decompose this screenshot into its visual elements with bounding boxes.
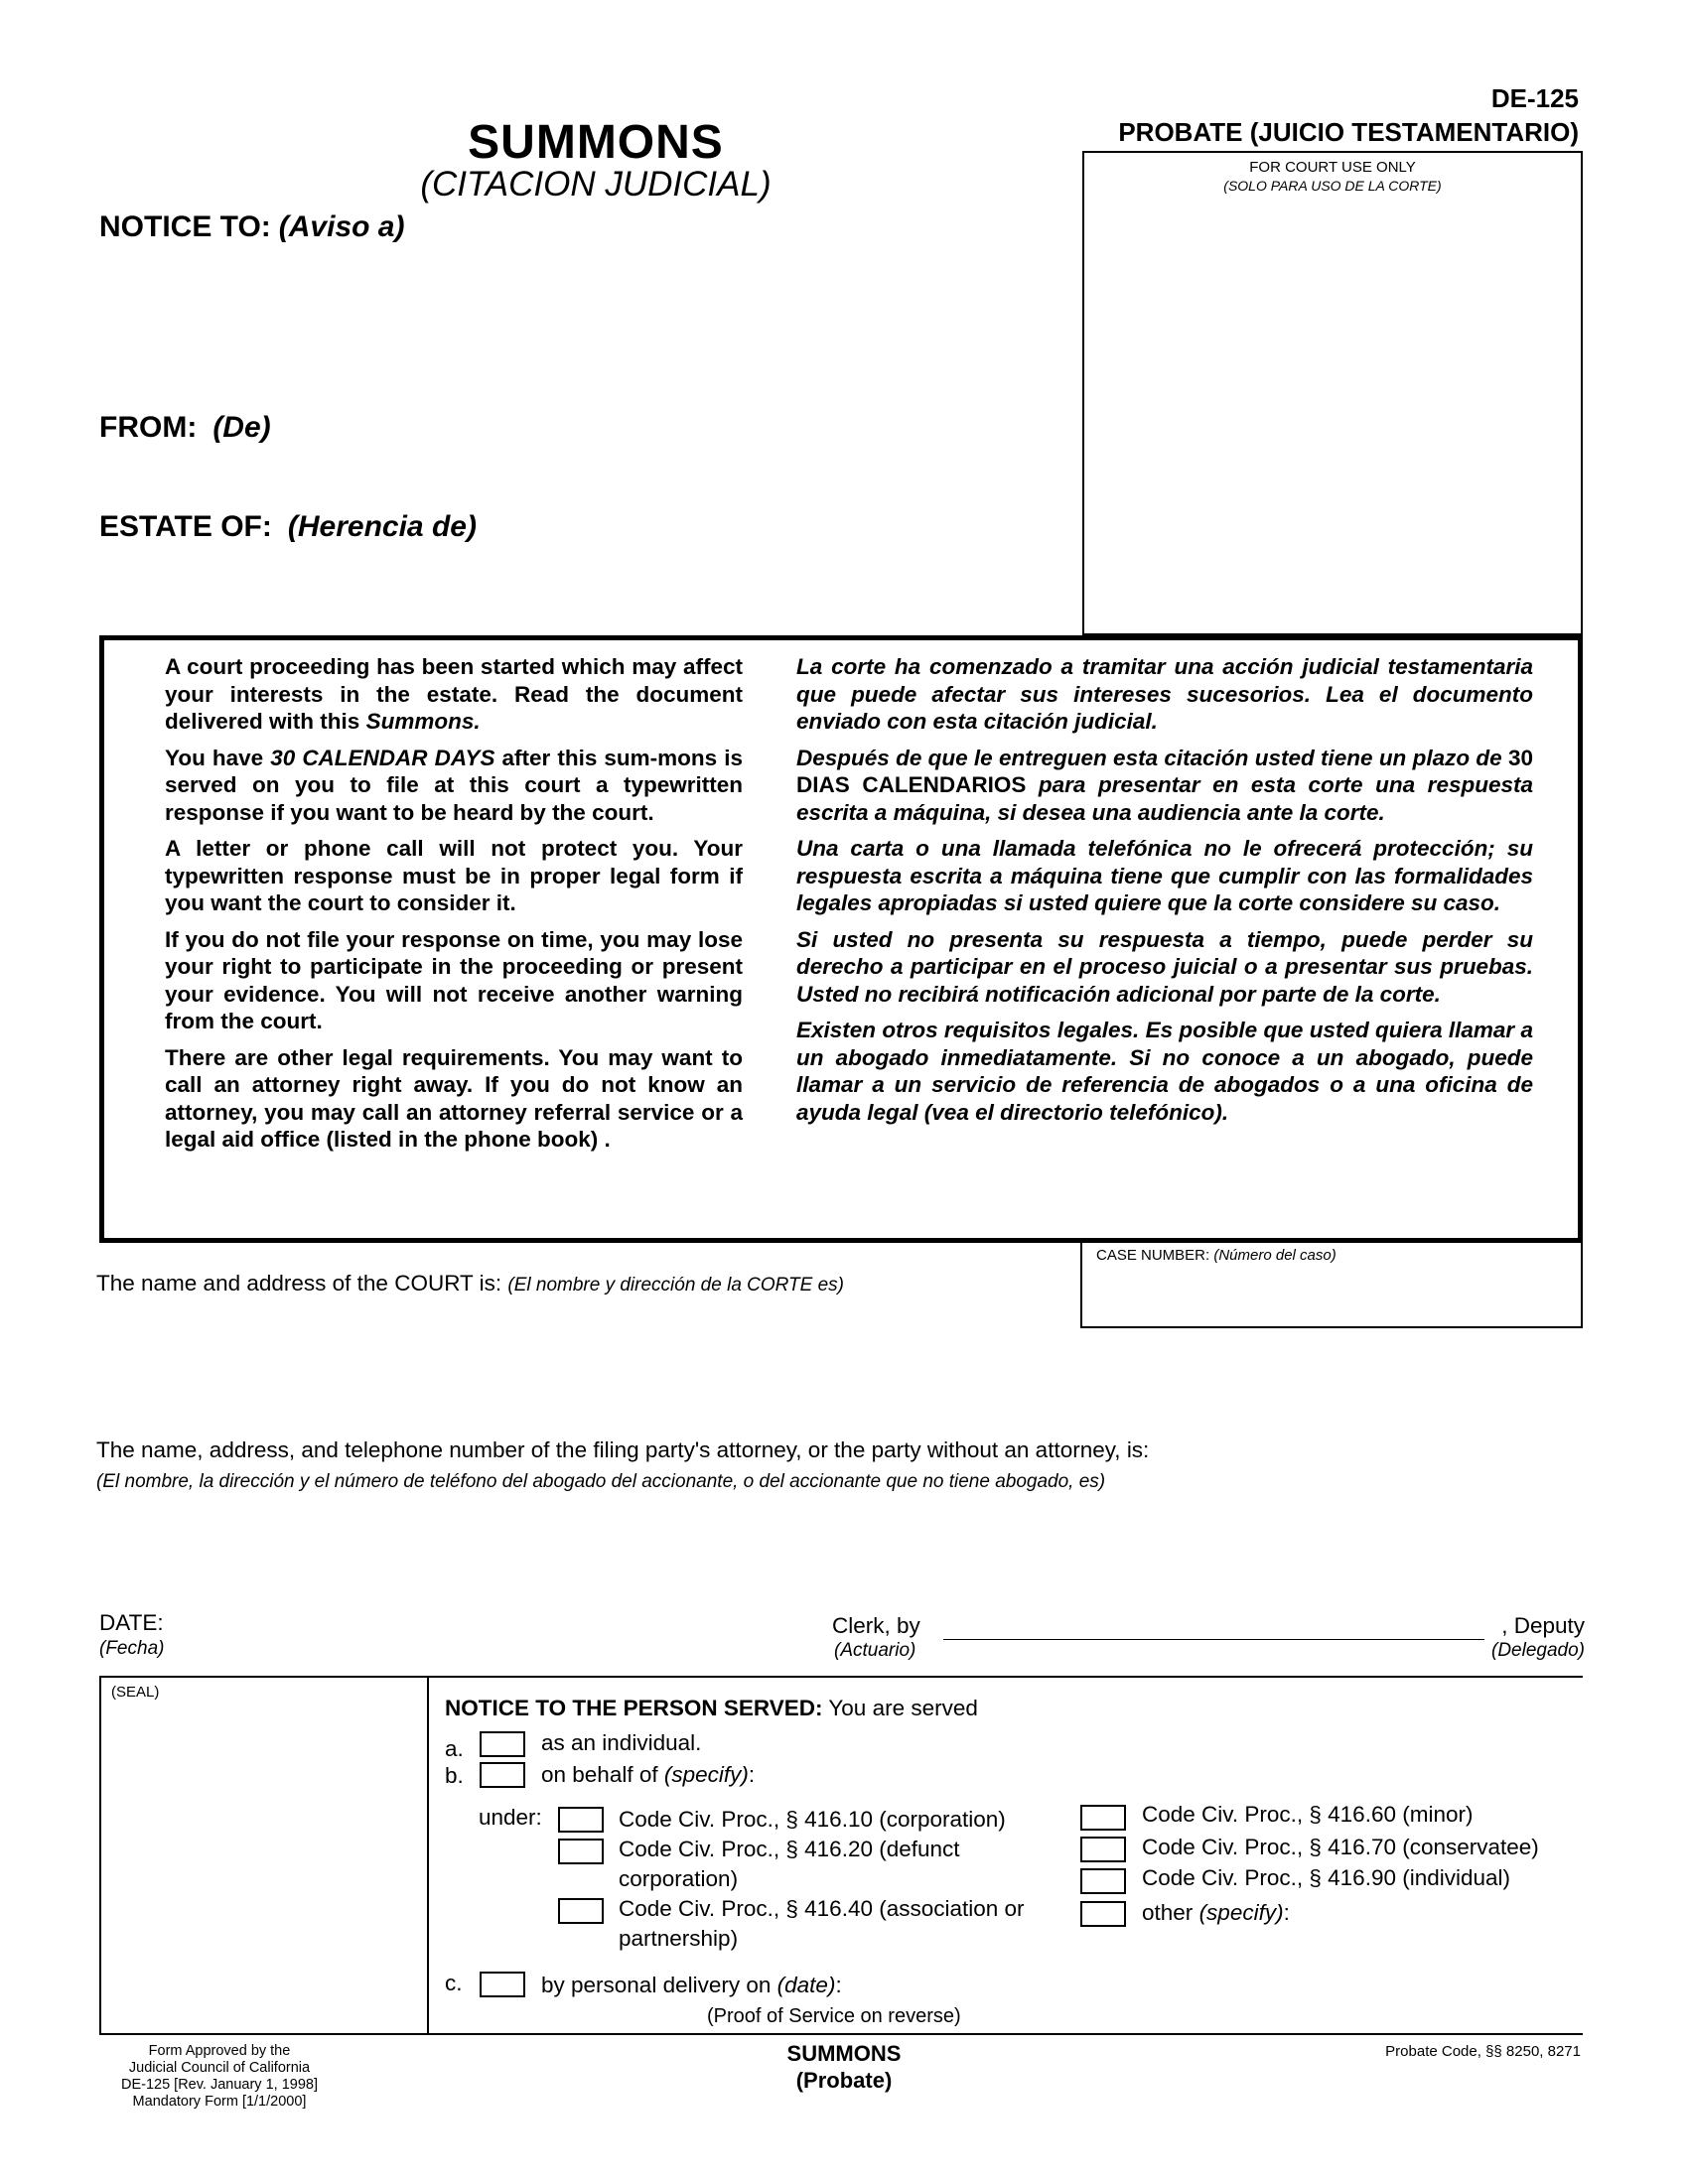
seal-box (99, 1676, 429, 2035)
personal-delivery-text: by personal delivery on (541, 1973, 772, 1997)
notice-en-paragraph-5: There are other legal requirements. You may want to call an attorney right away. If you do not know an attorney, you may call an attorney referral service or a legal aid office (listed in the phone book) . (165, 1044, 743, 1152)
probate-title: PROBATE (JUICIO TESTAMENTARIO) (1118, 117, 1579, 147)
estate-label: ESTATE OF: (99, 510, 272, 543)
notice-en-p2-italic: 30 CALENDAR DAYS (270, 745, 495, 770)
footer-left-line-1: Form Approved by the (148, 2043, 291, 2059)
on-behalf-colon: : (748, 1762, 756, 1787)
notice-to-label-es: (Aviso a) (278, 210, 405, 243)
date-label-es: (Fecha) (99, 1638, 165, 1659)
notice-box (99, 635, 1583, 1243)
estate-label-es: (Herencia de) (287, 510, 477, 543)
option-416-90-label: Code Civ. Proc., § 416.90 (individual) (1142, 1865, 1511, 1890)
option-on-behalf-label (541, 1760, 755, 1790)
deputy-label: , Deputy (1501, 1613, 1585, 1638)
notice-en-paragraph-3: A letter or phone call will not protect you. Your typewritten response must be in proper legal form if you want the court to consider it. (165, 836, 743, 915)
court-address-field[interactable] (96, 1271, 844, 1297)
footer-title (695, 2040, 993, 2094)
notice-en-p1-italic: Summons. (365, 709, 481, 734)
notice-en-paragraph-2 (165, 745, 743, 827)
court-use-box (1082, 151, 1583, 635)
notice-es-p2-upright: 30 DIAS CALENDARIOS (796, 745, 1533, 797)
case-number-field[interactable] (1080, 1243, 1583, 1328)
option-personal-delivery-label (541, 1971, 842, 2000)
option-other-label (1142, 1898, 1290, 1928)
option-individual-label: as an individual. (541, 1730, 702, 1755)
on-behalf-text: on behalf of (541, 1762, 658, 1787)
court-address-label-es: (El nombre y dirección de la CORTE es) (507, 1275, 844, 1296)
checkbox-416-90[interactable] (1080, 1868, 1126, 1894)
checkbox-personal-delivery[interactable] (480, 1972, 525, 1997)
notice-en-p1-text: A court proceeding has been started which may affect your interests in the estate. Read the document delivered with this (165, 654, 743, 734)
from-label-es: (De) (212, 411, 271, 444)
option-416-40-label: Code Civ. Proc., § 416.40 (association or partnership) (619, 1896, 1025, 1951)
checkbox-other[interactable] (1080, 1901, 1126, 1927)
footer-left-line-4: Mandatory Form [1/1/2000] (132, 2094, 307, 2110)
from-label: FROM: (99, 411, 198, 444)
served-title-rest: You are served (828, 1696, 978, 1720)
option-416-20-label: Code Civ. Proc., § 416.20 (defunct corporation) (619, 1837, 960, 1891)
on-behalf-specify: (specify) (663, 1762, 749, 1787)
personal-delivery-date: (date) (776, 1973, 836, 1997)
attorney-info-label: The name, address, and telephone number of the filing party's attorney, or the party without an attorney, is: (96, 1437, 1150, 1462)
checkbox-416-70[interactable] (1080, 1837, 1126, 1862)
notice-en-paragraph-1 (165, 653, 743, 736)
page-subtitle: (CITACION JUDICIAL) (420, 165, 772, 204)
notice-es-paragraph-1: La corte ha comenzado a tramitar una acción judicial testamentaria que puede afectar sus intereses sucesorios. Lea el documento enviado con esta citación judicial. (796, 654, 1533, 734)
notice-es-paragraph-2 (796, 745, 1533, 827)
footer-title-line-1: SUMMONS (786, 2041, 902, 2066)
court-use-label: FOR COURT USE ONLY (1249, 159, 1416, 176)
under-label: under: (479, 1805, 542, 1830)
option-416-60-label: Code Civ. Proc., § 416.60 (minor) (1142, 1802, 1474, 1827)
checkbox-on-behalf-of[interactable] (480, 1762, 525, 1788)
notice-spanish-column (796, 653, 1533, 1135)
option-416-70-label: Code Civ. Proc., § 416.70 (conservatee) (1142, 1835, 1539, 1859)
seal-label: (SEAL) (111, 1684, 160, 1701)
attorney-info-label-es: (El nombre, la dirección y el número de teléfono del abogado del accionante, o del accionante que no tiene abogado, es) (96, 1471, 1106, 1492)
footer-left-line-2: Judicial Council of California (128, 2060, 311, 2076)
form-number: DE-125 (1490, 83, 1579, 113)
checkbox-416-20[interactable] (558, 1839, 604, 1864)
notice-es-paragraph-3: Una carta o una llamada telefónica no le ofrecerá protección; su respuesta escrita a máquina tiene que cumplir con las formalidades legales apropiadas si usted quiere que la corte considere su caso. (796, 836, 1533, 915)
footer-form-approval (95, 2043, 344, 2111)
notice-es-paragraph-5: Existen otros requisitos legales. Es posible que usted quiera llamar a un abogado inmediatamente. Si no conoce a un abogado, puede llamar a un servicio de referencia de abogados o a una oficina de ayuda legal (vea el directorio telefónico). (796, 1018, 1533, 1125)
from-line (99, 411, 271, 445)
checkbox-416-10[interactable] (558, 1807, 604, 1833)
clerk-label-es: (Actuario) (834, 1640, 916, 1661)
footer-probate-code: Probate Code, §§ 8250, 8271 (1385, 2043, 1581, 2060)
notice-es-paragraph-4: Si usted no presenta su respuesta a tiempo, puede perder su derecho a participar en el proceso juicial o a presentar sus pruebas. Usted no recibirá notificación adicional por parte de la corte. (796, 926, 1533, 1007)
option-416-10-label: Code Civ. Proc., § 416.10 (corporation) (619, 1807, 1006, 1832)
notice-english-column (165, 653, 743, 1162)
checkbox-416-40[interactable] (558, 1898, 604, 1924)
checkbox-416-60[interactable] (1080, 1805, 1126, 1831)
served-title-bold: NOTICE TO THE PERSON SERVED: (445, 1696, 823, 1720)
deputy-label-es: (Delegado) (1491, 1640, 1585, 1661)
notice-to-label: NOTICE TO: (99, 210, 271, 243)
notice-es-p2-post: para presentar en esta corte una respuesta escrita a máquina, si desea una audiencia ante la corte. (796, 772, 1533, 825)
option-a-letter: a. (445, 1736, 464, 1761)
option-b-letter: b. (445, 1763, 464, 1788)
checkbox-individual[interactable] (480, 1731, 525, 1757)
case-number-label-es: (Número del caso) (1213, 1247, 1336, 1264)
section-divider-bottom (99, 2033, 1583, 2035)
page-title: SUMMONS (468, 116, 724, 169)
date-label: DATE: (99, 1610, 164, 1635)
served-title (445, 1696, 978, 1721)
other-text: other (1142, 1900, 1194, 1925)
court-use-label-es: (SOLO PARA USO DE LA CORTE) (1223, 178, 1442, 194)
other-colon: : (1283, 1900, 1290, 1925)
notice-es-p2-pre: Después de que le entreguen esta citación usted tiene un plazo de (796, 745, 1502, 770)
footer-title-line-2: (Probate) (795, 2068, 893, 2093)
estate-line (99, 510, 477, 544)
notice-to-line (99, 210, 404, 244)
case-number-label: CASE NUMBER: (1096, 1247, 1210, 1264)
proof-of-service-note: (Proof of Service on reverse) (707, 2005, 961, 2027)
notice-en-p2-pre: You have (165, 745, 264, 770)
personal-delivery-colon: : (835, 1973, 842, 1997)
court-address-label: The name and address of the COURT is: (96, 1271, 502, 1296)
option-c-letter: c. (445, 1971, 463, 1995)
other-specify: (specify) (1198, 1900, 1284, 1925)
notice-en-p2-post: after this sum-mons is served on you to file at this court a typewritten response if you want to be heard by the court. (165, 745, 743, 825)
clerk-label: Clerk, by (832, 1613, 920, 1638)
footer-left-line-3: DE-125 [Rev. January 1, 1998] (120, 2077, 318, 2093)
notice-en-paragraph-4: If you do not file your response on time, you may lose your right to participate in the proceeding or present your evidence. You will not receive another warning from the court. (165, 926, 743, 1033)
clerk-signature-line[interactable] (943, 1639, 1484, 1640)
